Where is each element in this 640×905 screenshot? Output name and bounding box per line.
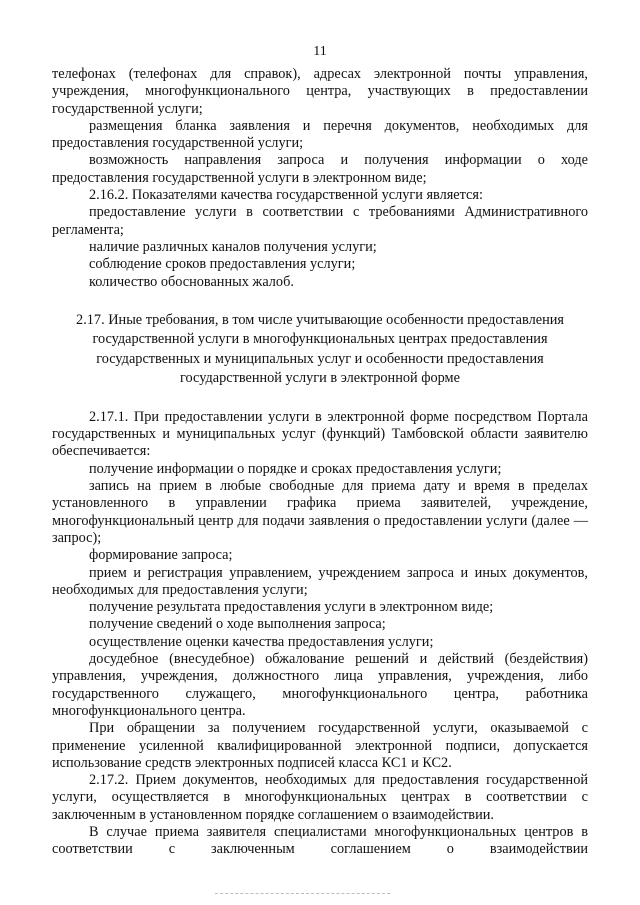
paragraph-info: получение информации о порядке и сроках предоставления услуги; [89,460,502,477]
section-heading-2-17: 2.17. Иные требования, в том числе учитывающие особенности предоставления государственной услуги в многофункциональных центрах предоставления государственных и муниципальных услуг и особенности предоставления государственной услуги в электронной форме [76,311,564,387]
paragraph-registration: прием и регистрация управлением, учреждением запроса и иных документов, необходимых для предоставления услуги; [52,564,588,598]
page-number: 11 [313,44,327,59]
scan-artifact-line [215,893,390,904]
paragraph-deadlines: соблюдение сроков предоставления услуги; [89,256,356,273]
paragraph-request-possibility: возможность направления запроса и получения информации о ходе предоставления государственной услуги в электронном виде; [52,152,588,186]
paragraph-signature: При обращении за получением государственной услуги, оказываемой с применение усиленной квалифицированной электронной подписи, допускается использование средств электронных подписей класса КС1 и КС2. [52,720,588,771]
paragraph-quality: осуществление оценки качества предоставления услуги; [89,633,434,650]
paragraph-form-placement: размещения бланка заявления и перечня документов, необходимых для предоставления государственной услуги; [52,117,588,152]
paragraph-request-forming: формирование запроса; [89,547,233,564]
paragraph-mfc-reception: В случае приема заявителя специалистами многофункциональных центров в соответствии с заключенным соглашением о взаимодействии [52,823,588,858]
paragraph-appointment: запись на прием в любые свободные для приема дату и время в пределах установленного в управлении графика приема заявителей, учреждение, многофункциональный центр для подачи заявления о предоставлении услуги (далее — запрос); [52,478,588,546]
document-body [52,66,588,859]
paragraph-compliance: предоставление услуги в соответствии с требованиями Административного регламента; [52,204,588,238]
paragraph-2-17-1: 2.17.1. При предоставлении услуги в электронной форме посредством Портала государственных и муниципальных услуг (функций) Тамбовской области заявителю обеспечивается: [52,408,588,460]
paragraph-result: получение результата предоставления услуги в электронном виде; [89,599,494,616]
paragraph-appeal: досудебное (внесудебное) обжалование решений и действий (бездействия) управления, учреждения, должностного лица управления, учреждения, либо государственного служащего, многофункционального центра, работника многофункционального центра. [52,651,588,719]
paragraph-complaints: количество обоснованных жалоб. [89,273,294,290]
paragraph-contacts: телефонах (телефонах для справок), адресах электронной почты управления, учреждения, многофункционального центра, участвующих в предоставлении государственной услуги; [52,66,588,117]
paragraph-2-17-2: 2.17.2. Прием документов, необходимых для предоставления государственной услуги, осуществляется в многофункциональных центрах в соответствии с заключенным в установленном порядке соглашением о взаимодействии. [52,772,588,823]
paragraph-2-16-2: 2.16.2. Показателями качества государственной услуги является: [89,187,483,204]
paragraph-channels: наличие различных каналов получения услуги; [89,238,377,255]
paragraph-status: получение сведений о ходе выполнения запроса; [89,616,386,633]
